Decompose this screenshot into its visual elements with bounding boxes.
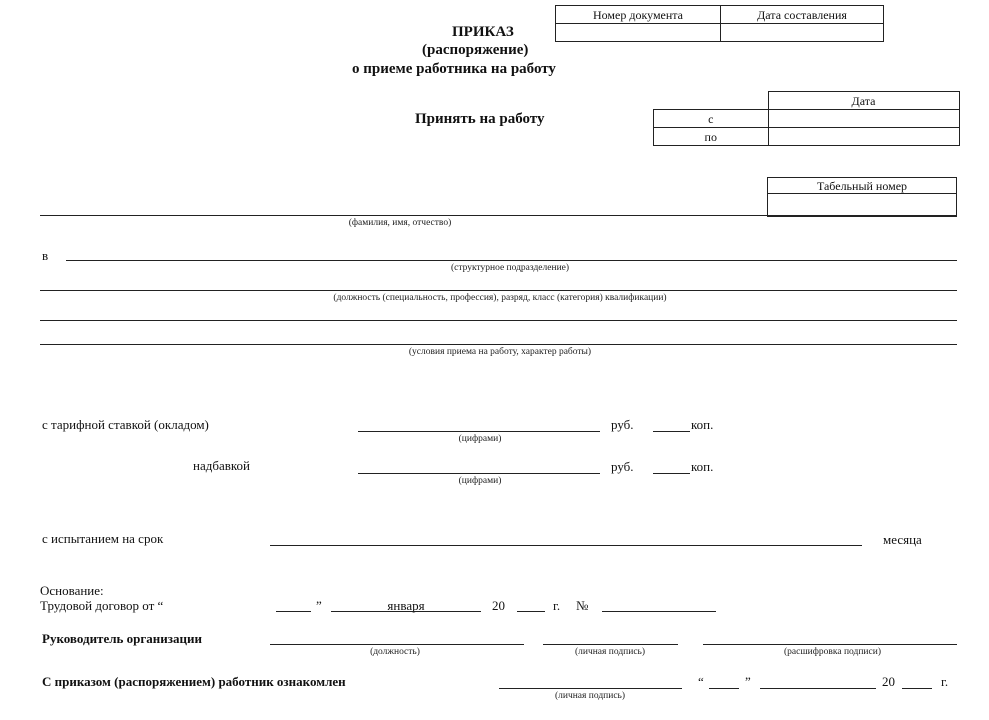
hire-to-label: по: [654, 128, 769, 146]
bonus-digits-caption: (цифрами): [458, 476, 502, 486]
hire-from-date-cell[interactable]: [768, 110, 959, 128]
page-subtitle: (распоряжение): [422, 42, 529, 58]
hire-to-date-cell[interactable]: [768, 128, 959, 146]
document-date-cell[interactable]: [721, 24, 884, 42]
conditions-line-1[interactable]: [40, 320, 957, 321]
head-position-line[interactable]: [270, 644, 524, 645]
basis-month-line[interactable]: [331, 611, 481, 612]
basis-number-sign: №: [576, 598, 589, 613]
document-number-header: Номер документа: [556, 6, 721, 24]
tab-number-table: [767, 177, 957, 217]
bonus-rub-label: руб.: [611, 459, 634, 474]
rate-kop-label: коп.: [691, 417, 714, 432]
bonus-kop-label: коп.: [691, 459, 714, 474]
conditions-caption: (условия приема на работу, характер работы): [408, 347, 592, 357]
ack-year-prefix: 20: [882, 674, 895, 689]
unit-caption: (структурное подразделение): [450, 263, 570, 273]
bonus-label: надбавкой: [193, 458, 250, 473]
page-subject: о приеме работника на работу: [352, 61, 556, 77]
basis-day-line[interactable]: [276, 611, 311, 612]
rate-digits-caption: (цифрами): [458, 434, 502, 444]
in-label: в: [42, 248, 49, 263]
hire-from-label: с: [654, 110, 769, 128]
basis-label: Основание:: [40, 583, 104, 598]
basis-year-line[interactable]: [517, 611, 545, 612]
basis-number-line[interactable]: [602, 611, 716, 612]
ack-year-suffix: г.: [941, 674, 949, 689]
conditions-line-2[interactable]: [40, 344, 957, 345]
position-caption: (должность (специальность, профессия), разряд, класс (категория) квалификации): [333, 293, 667, 303]
tab-number-cell[interactable]: [768, 194, 957, 217]
rate-amount-line[interactable]: [358, 431, 600, 432]
head-label: Руководитель организации: [42, 631, 202, 646]
probation-line[interactable]: [270, 545, 862, 546]
ack-year-line[interactable]: [902, 688, 932, 689]
rate-rub-label: руб.: [611, 417, 634, 432]
head-sign-line[interactable]: [543, 644, 678, 645]
hire-date-table: [653, 91, 960, 146]
rate-kop-line[interactable]: [653, 431, 690, 432]
head-sign-caption: (личная подпись): [574, 647, 646, 657]
hire-date-header: Дата: [768, 92, 959, 110]
head-decode-caption: (расшифровка подписи): [784, 647, 881, 657]
ack-quote-open: “: [698, 674, 704, 689]
probation-label: с испытанием на срок: [42, 531, 164, 546]
rate-label: с тарифной ставкой (окладом): [42, 417, 209, 432]
basis-month-value[interactable]: января: [387, 598, 425, 613]
bonus-kop-line[interactable]: [653, 473, 690, 474]
probation-unit: месяца: [883, 532, 922, 547]
document-date-header: Дата составления: [721, 6, 884, 24]
document-header-table: [555, 5, 884, 42]
ack-month-line[interactable]: [760, 688, 876, 689]
bonus-amount-line[interactable]: [358, 473, 600, 474]
hire-label: Принять на работу: [415, 111, 545, 127]
ack-label: С приказом (распоряжением) работник ознакомлен: [42, 674, 346, 689]
unit-line[interactable]: [66, 260, 957, 261]
ack-sign-line[interactable]: [499, 688, 682, 689]
tab-number-header: Табельный номер: [768, 178, 957, 194]
basis-quote-close: ”: [316, 598, 322, 613]
fio-caption: (фамилия, имя, отчество): [348, 218, 452, 228]
head-position-caption: (должность): [370, 647, 420, 657]
head-decode-line[interactable]: [703, 644, 957, 645]
ack-quote-close: ”: [745, 674, 751, 689]
basis-contract-label: Трудовой договор от “: [40, 598, 164, 613]
page-title: ПРИКАЗ: [452, 24, 514, 40]
ack-day-line[interactable]: [709, 688, 739, 689]
basis-year-suffix: г.: [553, 598, 561, 613]
document-number-cell[interactable]: [556, 24, 721, 42]
ack-sign-caption: (личная подпись): [554, 691, 626, 701]
position-line[interactable]: [40, 290, 957, 291]
basis-year-prefix: 20: [492, 598, 505, 613]
fio-line[interactable]: [40, 215, 957, 216]
